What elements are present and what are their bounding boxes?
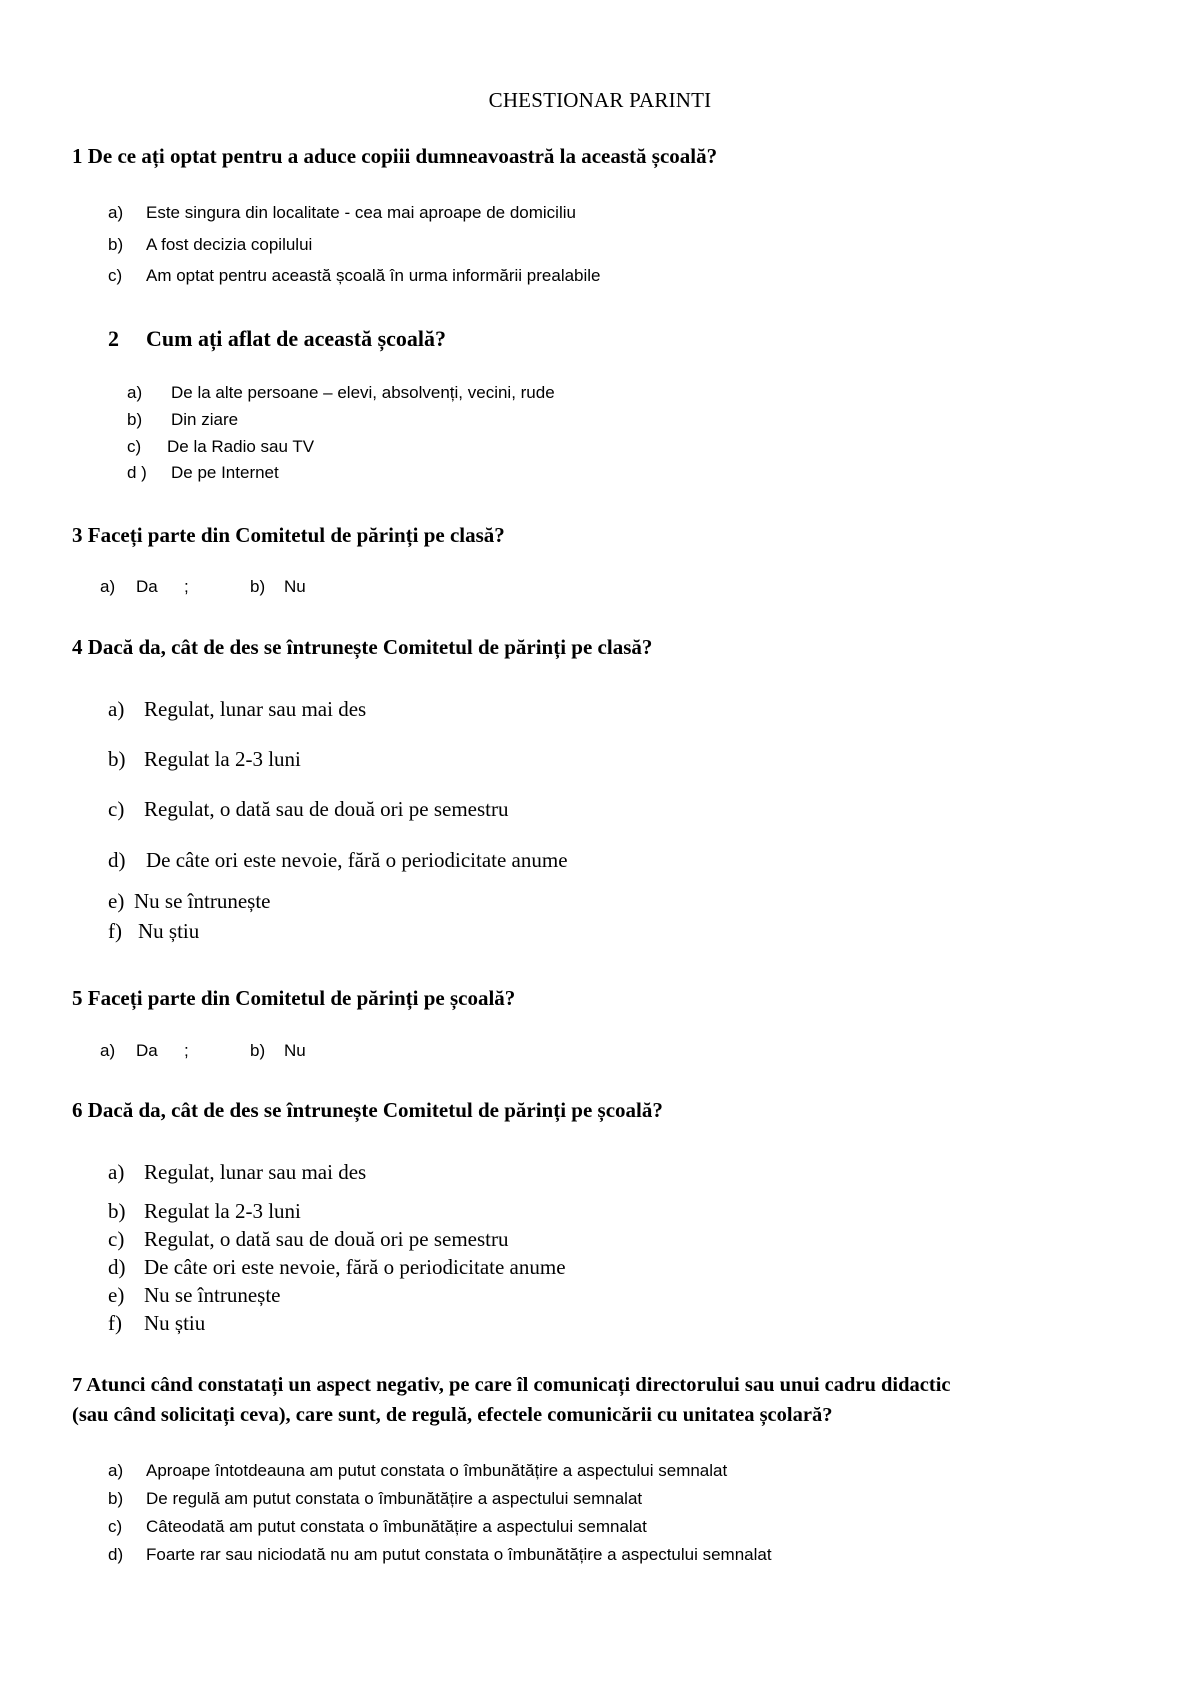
q6-option-f[interactable] <box>108 1311 205 1336</box>
option-text: Nu se întrunește <box>144 1283 281 1307</box>
question-1 <box>72 141 717 171</box>
q4-option-c[interactable] <box>108 797 508 822</box>
option-label: a) <box>108 1461 124 1480</box>
option-text: Regulat la 2-3 luni <box>144 747 301 771</box>
q1-option-c[interactable] <box>108 266 601 286</box>
q4-option-d[interactable] <box>108 848 568 873</box>
question-text: De ce ați optat pentru a aduce copiii dumneavoastră la această școală? <box>87 144 718 168</box>
question-text: Dacă da, cât de des se întrunește Comitetul de părinți pe clasă? <box>87 635 653 659</box>
q2-option-d[interactable] <box>127 463 279 483</box>
option-text: Este singura din localitate - cea mai aproape de domiciliu <box>146 203 576 222</box>
option-text: Din ziare <box>171 410 239 429</box>
q3-option-a-label[interactable]: a) <box>100 577 116 596</box>
option-text: De pe Internet <box>171 463 279 482</box>
q3-options <box>100 577 306 597</box>
option-label: a) <box>108 203 124 222</box>
question-number: 2 <box>108 326 119 351</box>
q4-option-b[interactable] <box>108 747 301 772</box>
option-label: c) <box>108 797 125 821</box>
option-text: Nu știu <box>138 919 200 943</box>
option-label: a) <box>108 697 125 721</box>
question-number: 3 <box>72 523 83 547</box>
question-number: 6 <box>72 1098 83 1122</box>
document-title: CHESTIONAR PARINTI <box>488 88 712 112</box>
question-4 <box>72 632 652 662</box>
option-label: a) <box>108 1160 125 1184</box>
option-label: b) <box>108 747 126 771</box>
question-text: Faceți parte din Comitetul de părinți pe școală? <box>87 986 516 1010</box>
q2-option-c[interactable] <box>127 437 314 457</box>
option-label: d) <box>108 1255 126 1279</box>
option-text: Regulat, o dată sau de două ori pe semestru <box>144 797 509 821</box>
option-label: b) <box>108 1489 124 1508</box>
question-number: 4 <box>72 635 83 659</box>
option-label: d) <box>108 1545 124 1564</box>
option-text: Câteodată am putut constata o îmbunătățire a aspectului semnalat <box>146 1517 647 1536</box>
question-text-line-1: Atunci când constatați un aspect negativ, pe care îl comunicați directorului sau unui cadru didactic <box>86 1374 951 1396</box>
q5-option-b-label[interactable]: b) <box>250 1041 266 1060</box>
q3-option-b-label[interactable]: b) <box>250 577 266 596</box>
q4-option-f[interactable] <box>108 919 199 944</box>
q5-options <box>100 1041 306 1061</box>
q3-option-b-text[interactable]: Nu <box>284 577 306 596</box>
option-label: f) <box>108 1311 122 1335</box>
q7-option-a[interactable] <box>108 1461 727 1481</box>
q6-option-d[interactable] <box>108 1255 566 1280</box>
option-label: e) <box>108 889 125 913</box>
question-number: 7 <box>72 1374 83 1396</box>
option-text: Aproape întotdeauna am putut constata o îmbunătățire a aspectului semnalat <box>146 1461 728 1480</box>
option-text: De câte ori este nevoie, fără o periodicitate anume <box>144 1255 566 1279</box>
option-text: De la Radio sau TV <box>167 437 315 456</box>
option-text: Regulat, lunar sau mai des <box>144 697 367 721</box>
question-2 <box>108 324 446 354</box>
q5-option-a-text[interactable]: Da <box>136 1041 158 1060</box>
option-text: Regulat, o dată sau de două ori pe semestru <box>144 1227 509 1251</box>
question-text: Dacă da, cât de des se întrunește Comitetul de părinți pe școală? <box>87 1098 663 1122</box>
option-text: De regulă am putut constata o îmbunătățire a aspectului semnalat <box>146 1489 643 1508</box>
question-text: Cum ați aflat de această școală? <box>146 326 447 351</box>
q3-option-a-text[interactable]: Da <box>136 577 158 596</box>
option-label: c) <box>108 266 123 285</box>
q6-option-a[interactable] <box>108 1160 366 1185</box>
q4-option-a[interactable] <box>108 697 366 722</box>
option-label: c) <box>127 437 142 456</box>
option-label: e) <box>108 1283 125 1307</box>
option-label: a) <box>127 383 143 402</box>
question-text: Faceți parte din Comitetul de părinți pe clasă? <box>87 523 505 547</box>
option-label: c) <box>108 1227 125 1251</box>
option-text: De la alte persoane – elevi, absolvenți, vecini, rude <box>171 383 555 402</box>
option-text: Regulat, lunar sau mai des <box>144 1160 367 1184</box>
q7-option-b[interactable] <box>108 1489 642 1509</box>
option-label: c) <box>108 1517 123 1536</box>
option-label: b) <box>108 235 124 254</box>
question-7 <box>72 1370 951 1430</box>
option-label: f) <box>108 919 122 943</box>
q1-option-b[interactable] <box>108 235 312 255</box>
option-text: Regulat la 2-3 luni <box>144 1199 301 1223</box>
q7-option-d[interactable] <box>108 1545 772 1565</box>
q6-option-e[interactable] <box>108 1283 280 1308</box>
question-number: 5 <box>72 986 83 1010</box>
q7-option-c[interactable] <box>108 1517 647 1537</box>
option-label: b) <box>108 1199 126 1223</box>
question-text-line-2: (sau când solicitați ceva), care sunt, de regulă, efectele comunicării cu unitatea școlară? <box>72 1404 833 1426</box>
option-label: d) <box>108 848 126 872</box>
option-label: b) <box>127 410 143 429</box>
option-label: d ) <box>127 463 147 482</box>
q6-option-b[interactable] <box>108 1199 301 1224</box>
option-text: Foarte rar sau niciodată nu am putut constata o îmbunătățire a aspectului semnalat <box>146 1545 772 1564</box>
q1-option-a[interactable] <box>108 203 576 223</box>
option-text: A fost decizia copilului <box>146 235 313 254</box>
option-text: Nu se întrunește <box>134 889 271 913</box>
question-number: 1 <box>72 144 83 168</box>
question-5 <box>72 983 515 1013</box>
q2-option-a[interactable] <box>127 383 555 403</box>
question-3 <box>72 520 505 550</box>
q3-separator: ; <box>184 577 189 596</box>
option-text: De câte ori este nevoie, fără o periodicitate anume <box>146 848 568 872</box>
q6-option-c[interactable] <box>108 1227 508 1252</box>
option-text: Nu știu <box>144 1311 206 1335</box>
q5-option-a-label[interactable]: a) <box>100 1041 116 1060</box>
question-6 <box>72 1095 663 1125</box>
q2-option-b[interactable] <box>127 410 238 430</box>
q4-option-e[interactable] <box>108 889 270 914</box>
q5-option-b-text[interactable]: Nu <box>284 1041 306 1060</box>
option-text: Am optat pentru această școală în urma informării prealabile <box>146 266 601 285</box>
q5-separator: ; <box>184 1041 189 1060</box>
